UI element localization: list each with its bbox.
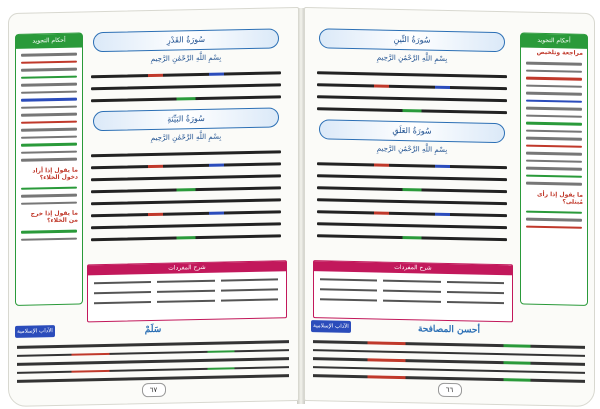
text-line xyxy=(526,122,582,126)
glossary-entry xyxy=(157,290,215,293)
basmala: بِسْمِ اللَّهِ الرَّحْمَٰنِ الرَّحِيمِ xyxy=(150,132,222,143)
text-line xyxy=(21,75,77,79)
text-line xyxy=(21,143,77,147)
verse-line xyxy=(91,150,281,157)
text-line xyxy=(526,69,582,73)
text-line xyxy=(21,90,77,94)
lesson-title: أحسن المصافحة xyxy=(417,324,480,336)
verse-line xyxy=(317,210,507,217)
text-line xyxy=(313,374,585,382)
text-line xyxy=(526,144,582,148)
glossary-grid xyxy=(88,271,286,311)
verse-line xyxy=(91,198,281,205)
verse-line xyxy=(317,198,507,205)
text-line xyxy=(313,349,585,357)
glossary-title: شرح المفردات xyxy=(88,261,286,275)
page-number: ٦٧ xyxy=(142,383,166,398)
glossary-entry xyxy=(221,298,279,301)
surah-al-qadr-title: سُورَةُ القَدْرِ xyxy=(93,28,279,52)
left-main-text xyxy=(87,26,285,260)
glossary-entry xyxy=(221,278,279,281)
left-sidebar xyxy=(15,32,83,305)
glossary-entry xyxy=(447,301,505,304)
text-line xyxy=(21,128,77,132)
text-line xyxy=(526,99,582,103)
text-line xyxy=(21,113,77,117)
glossary-entry xyxy=(383,280,441,283)
text-line xyxy=(21,60,77,64)
text-line xyxy=(21,120,77,124)
glossary-entry xyxy=(447,291,505,294)
glossary-entry xyxy=(447,281,505,284)
verse-line xyxy=(317,222,507,229)
left-question-2: ما يقول إذا خرج من الخلاء؟ xyxy=(30,209,78,225)
open-book xyxy=(4,2,596,407)
text-line xyxy=(21,237,77,241)
left-sidebar-header: أحكام التجويد xyxy=(16,33,82,48)
right-glossary xyxy=(313,260,513,322)
text-line xyxy=(526,159,582,163)
left-question-1: ما يقول إذا أراد دخول الخلاء؟ xyxy=(32,166,78,181)
text-line xyxy=(313,366,585,374)
text-line xyxy=(17,349,289,357)
glossary-entry xyxy=(320,278,378,281)
right-sidebar-header: أحكام التجويد xyxy=(521,33,587,48)
text-line xyxy=(526,129,582,133)
text-line xyxy=(526,210,582,214)
basmala: بِسْمِ اللَّهِ الرَّحْمَٰنِ الرَّحِيمِ xyxy=(376,144,448,154)
right-page xyxy=(304,7,595,407)
text-line xyxy=(21,201,77,205)
verse-line xyxy=(317,162,507,169)
verse-line xyxy=(91,83,281,90)
text-line xyxy=(21,135,77,139)
text-line xyxy=(17,340,289,348)
glossary-title: شرح المفردات xyxy=(314,261,512,275)
verse-line xyxy=(91,186,281,193)
verse-line xyxy=(91,210,281,217)
text-line xyxy=(526,152,582,156)
verse-line xyxy=(91,174,281,181)
verse-line xyxy=(91,162,281,169)
glossary-entry xyxy=(94,281,152,284)
glossary-entry xyxy=(383,290,441,293)
text-line xyxy=(526,137,582,141)
glossary-entry xyxy=(221,288,279,291)
surah-at-tin-title: سُورَةُ التِّينِ xyxy=(319,28,505,52)
lesson-header xyxy=(311,320,587,340)
basmala: بِسْمِ اللَّهِ الرَّحْمَٰنِ الرَّحِيمِ xyxy=(150,53,222,64)
text-line xyxy=(21,98,77,102)
surah-al-bayyinah-title: سُورَةُ البَيِّنَةِ xyxy=(93,107,279,131)
text-line xyxy=(526,114,582,118)
verse-line xyxy=(317,95,507,102)
verse-line xyxy=(91,222,281,229)
text-line xyxy=(17,374,289,382)
text-line xyxy=(526,225,582,229)
text-line xyxy=(21,53,77,57)
text-line xyxy=(526,182,582,186)
lesson-title: سَلَمْ xyxy=(144,324,162,336)
text-line xyxy=(21,68,77,72)
glossary-entry xyxy=(383,300,441,303)
islamic-manners-badge: الآداب الإسلامية xyxy=(15,325,55,338)
text-line xyxy=(526,107,582,111)
text-line xyxy=(526,92,582,96)
left-glossary xyxy=(87,260,287,322)
verse-line xyxy=(91,71,281,78)
text-line xyxy=(313,357,585,365)
right-main-text xyxy=(313,26,511,260)
right-sidebar xyxy=(520,32,588,305)
text-line xyxy=(17,366,289,374)
text-line xyxy=(526,84,582,88)
text-line xyxy=(526,218,582,222)
verse-line xyxy=(317,107,507,114)
text-line xyxy=(21,230,77,234)
verse-line xyxy=(317,71,507,78)
lesson-header xyxy=(15,320,291,340)
text-line xyxy=(21,150,77,154)
text-line xyxy=(21,186,77,190)
text-line xyxy=(21,158,77,162)
text-line xyxy=(526,167,582,171)
text-line xyxy=(21,194,77,198)
right-question: ما يقول إذا رأى مُبتلى؟ xyxy=(537,190,583,206)
verse-line xyxy=(317,234,507,241)
text-line xyxy=(21,83,77,87)
sidebar-review-heading: مراجعة وتلخيص xyxy=(536,48,583,57)
verse-line xyxy=(317,174,507,181)
surah-al-alaq-title: سُورَةُ العَلَقِ xyxy=(319,119,505,143)
verse-line xyxy=(317,186,507,193)
left-page xyxy=(8,7,299,407)
text-line xyxy=(17,357,289,365)
glossary-grid xyxy=(314,271,512,311)
islamic-manners-badge: الآداب الإسلامية xyxy=(311,320,351,333)
text-line xyxy=(526,77,582,81)
glossary-entry xyxy=(320,298,378,301)
verse-line xyxy=(91,234,281,241)
verse-line xyxy=(91,95,281,102)
verse-line xyxy=(317,83,507,90)
glossary-entry xyxy=(320,288,378,291)
glossary-entry xyxy=(157,300,215,303)
glossary-entry xyxy=(157,280,215,283)
basmala: بِسْمِ اللَّهِ الرَّحْمَٰنِ الرَّحِيمِ xyxy=(376,53,448,63)
text-line xyxy=(21,105,77,109)
page-number: ٦٦ xyxy=(438,383,462,398)
text-line xyxy=(313,340,585,348)
text-line xyxy=(526,174,582,178)
text-line xyxy=(526,62,582,66)
glossary-entry xyxy=(94,301,152,304)
glossary-entry xyxy=(94,291,152,294)
